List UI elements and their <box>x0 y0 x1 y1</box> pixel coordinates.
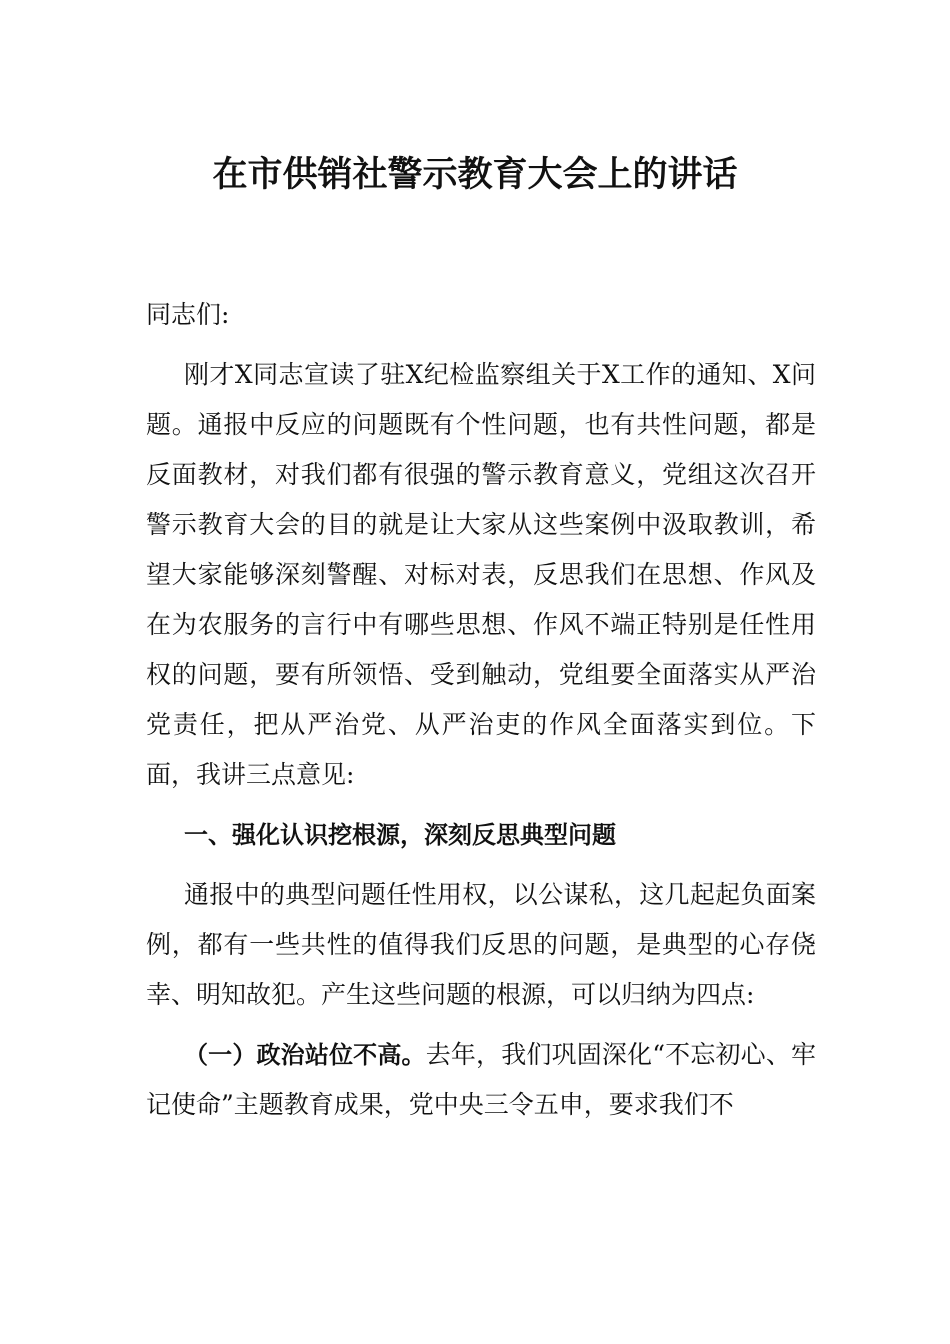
document-title: 在市供销社警示教育大会上的讲话 <box>212 154 738 195</box>
point-1-lead: （一）政治站位不高。 <box>184 1041 426 1069</box>
section-1-paragraph: 通报中的典型问题任性用权，以公谋私，这几起起负面案例，都有一些共性的值得我们反思的问题，是典型的心存侥幸、明知故犯。产生这些问题的根源，可以归纳为四点: <box>146 880 816 1009</box>
document-body <box>146 290 816 1130</box>
point-1-paragraph <box>146 1030 816 1130</box>
salutation: 同志们: <box>146 300 230 329</box>
intro-paragraph: 刚才X同志宣读了驻X纪检监察组关于X工作的通知、X问题。通报中反应的问题既有个性问题，也有共性问题，都是反面教材，对我们都有很强的警示教育意义，党组这次召开警示教育大会的目的就是让大家从这些案例中汲取教训，希望大家能够深刻警醒、对标对表，反思我们在思想、作风及在为农服务的言行中有哪些思想、作风不端正特别是任性用权的问题，要有所领悟、受到触动，党组要全面落实从严治党责任，把从严治党、从严治吏的作风全面落实到位。下面，我讲三点意见: <box>146 360 816 789</box>
section-heading-1: 一、强化认识挖根源，深刻反思典型问题 <box>184 821 616 849</box>
point-1-body: 去年，我们巩固深化“不忘初心、牢记使命”主题教育成果，党中央三令五申，要求我们不 <box>146 1040 816 1119</box>
